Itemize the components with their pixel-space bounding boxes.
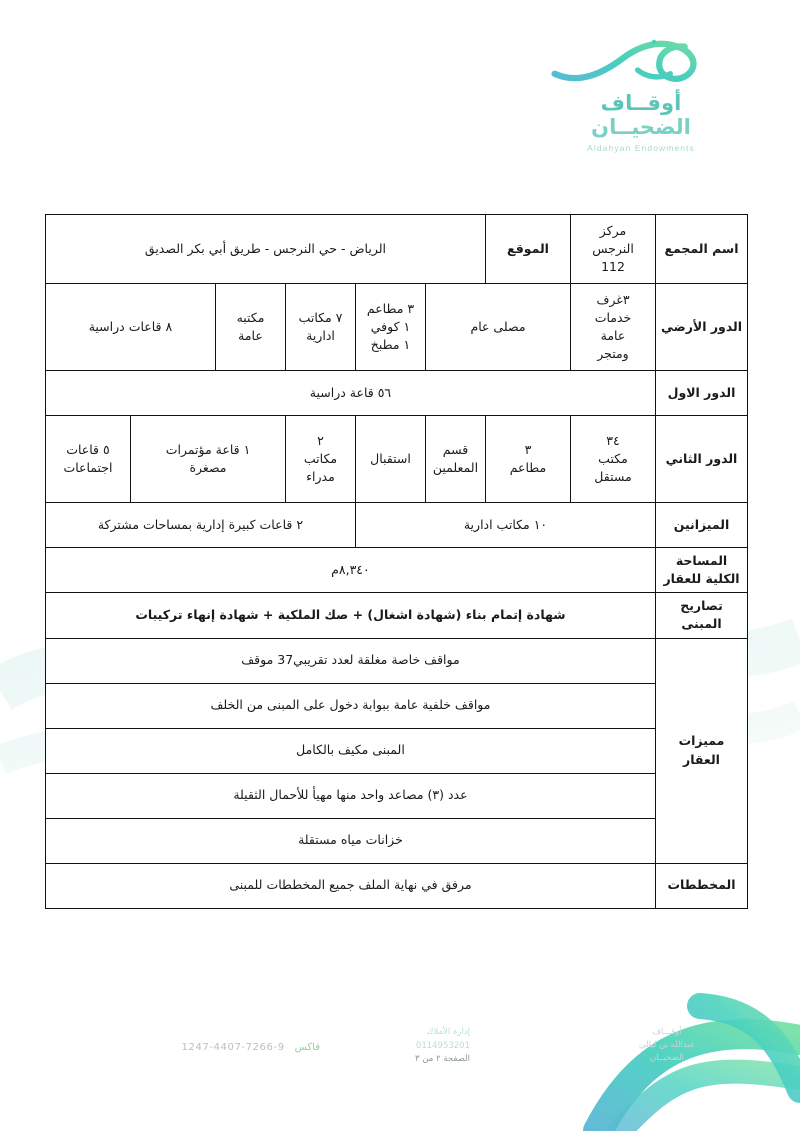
ground-services-line2: خدمات <box>594 309 632 325</box>
second-floor-restaurants <box>486 416 571 503</box>
footer-endowment-line3: الضحيــان <box>649 1052 685 1063</box>
table-row-building-permits <box>45 593 747 638</box>
first-floor-classrooms: ٥٦ قاعة دراسية <box>45 371 655 416</box>
total-area-label-line1: المساحة <box>675 553 728 568</box>
label-first-floor: الدور الاول <box>656 371 748 416</box>
table-row-features-5 <box>45 818 747 863</box>
feature-rear-parking: مواقف خلفية عامة ببوابة دخول على المبنى من الخلف <box>45 683 655 728</box>
second-floor-manager-offices <box>286 416 356 503</box>
second-restaurants-line1: ٣ <box>524 441 532 457</box>
second-teachers-line2: المعلمين <box>432 460 479 475</box>
ground-floor-library <box>216 284 286 371</box>
label-mezzanine: الميزانين <box>656 503 748 548</box>
mezzanine-admin-offices: ١٠ مكاتب ادارية <box>356 503 656 548</box>
second-meeting-line1: ٥ قاعات <box>66 441 110 457</box>
value-blueprints: مرفق في نهاية الملف جميع المخططات للمبنى <box>45 863 655 908</box>
ground-floor-restaurants <box>356 284 426 371</box>
logo-swoosh-icon <box>551 34 732 90</box>
document-header <box>0 26 800 186</box>
ground-admin-line1: ٧ مكاتب <box>298 309 343 325</box>
ground-restaurants-line2: ١ كوفي <box>370 318 411 334</box>
footer-fax-number: 1247-4407-7266-9 <box>181 1042 285 1053</box>
second-manager-line2: مكاتب <box>303 450 338 466</box>
property-spec-table <box>45 214 748 909</box>
footer-page-indicator: الصفحة ٢ من ٣ <box>415 1054 470 1065</box>
value-complex-name <box>571 215 656 284</box>
table-row-features-3 <box>45 728 747 773</box>
total-area-label-line2: الكلية للعقار <box>663 571 740 587</box>
second-offices-line3: مستقل <box>594 469 632 485</box>
label-ground-floor: الدور الأرضي <box>656 284 748 371</box>
second-conference-line2: مصغرة <box>189 460 227 475</box>
second-floor-reception: استقبال <box>356 416 426 503</box>
second-floor-offices <box>571 416 656 503</box>
second-offices-line1: ٣٤ <box>606 432 620 448</box>
document-footer <box>0 1020 800 1120</box>
second-floor-teachers-section <box>426 416 486 503</box>
table-row-complex-name <box>45 215 747 284</box>
property-spec-table-container <box>46 214 748 909</box>
second-meeting-line2: اجتماعات <box>63 460 113 475</box>
label-complex-name: اسم المجمع <box>656 215 748 284</box>
label-second-floor: الدور الثاني <box>656 416 748 503</box>
feature-water-tanks: خزانات مياه مستقلة <box>45 818 655 863</box>
label-location: الموقع <box>486 215 571 284</box>
permits-label-line1: تصاريح <box>680 598 723 614</box>
ground-floor-services <box>571 284 656 371</box>
footer-phone-number: 0114953201 <box>415 1040 470 1051</box>
logo-name-line2: الضحيــان <box>591 114 691 139</box>
footer-fax-label: فاكس <box>294 1042 320 1053</box>
ground-floor-admin-offices <box>286 284 356 371</box>
table-row-second-floor <box>45 416 747 503</box>
footer-endowment-name <box>639 1026 695 1064</box>
footer-endowment-line1: أوقـــاف <box>652 1027 682 1037</box>
ground-services-line4: ومتجر <box>597 346 629 362</box>
ground-floor-classrooms: ٨ قاعات دراسية <box>45 284 215 371</box>
value-location: الرياض - حي النرجس - طريق أبي بكر الصديق <box>45 215 485 284</box>
second-teachers-line1: قسم <box>442 441 469 457</box>
ground-admin-line2: ادارية <box>306 328 335 343</box>
label-property-features <box>656 638 748 863</box>
footer-endowment-line2: عبدالله بن ليالي <box>638 1039 695 1050</box>
ground-services-line3: عامة <box>600 328 626 343</box>
second-restaurants-line2: مطاعم <box>509 460 547 475</box>
ground-library-line2: عامة <box>238 328 263 343</box>
label-building-permits <box>656 593 748 638</box>
complex-name-line1: مركز <box>599 222 627 238</box>
feature-elevators: عدد (٣) مصاعد واحد منها مهيأ للأحمال الثقيلة <box>45 773 655 818</box>
complex-name-line2: النرجس <box>592 240 634 256</box>
mezzanine-large-halls: ٢ قاعات كبيرة إدارية بمساحات مشتركة <box>45 503 355 548</box>
second-manager-line1: ٢ <box>317 432 324 448</box>
second-conference-line1: ١ قاعة مؤتمرات <box>165 441 251 457</box>
table-row-features-2 <box>45 683 747 728</box>
value-building-permits: شهادة إتمام بناء (شهادة اشغال) + صك الملكية + شهادة إنهاء تركيبات <box>45 593 655 638</box>
features-label-line1: مميزات <box>678 733 725 749</box>
permits-label-line2: المبنى <box>681 616 722 632</box>
label-blueprints: المخططات <box>656 863 748 908</box>
feature-air-conditioning: المبنى مكيف بالكامل <box>45 728 655 773</box>
second-floor-meeting-halls <box>45 416 130 503</box>
footer-department-title: إدارة الأملاك <box>426 1027 470 1037</box>
table-row-features-4 <box>45 773 747 818</box>
table-row-features-1 <box>45 638 747 683</box>
brand-logo <box>526 34 756 153</box>
ground-services-line1: ٣غرف <box>596 291 630 307</box>
second-manager-line3: مدراء <box>306 469 335 485</box>
feature-private-parking: مواقف خاصة مغلقة لعدد تقريبي37 موقف <box>45 638 655 683</box>
ground-floor-prayer-hall: مصلى عام <box>426 284 571 371</box>
table-row-mezzanine <box>45 503 747 548</box>
ground-restaurants-line3: ١ مطبخ <box>370 337 411 353</box>
table-row-first-floor <box>45 371 747 416</box>
table-row-blueprints <box>45 863 747 908</box>
ground-restaurants-line1: ٣ مطاعم <box>366 300 415 316</box>
footer-fax-block <box>182 1042 320 1053</box>
features-label-line2: العقار <box>683 751 720 767</box>
value-total-area: ٨,٣٤٠م <box>45 548 655 593</box>
second-floor-conference-hall <box>131 416 286 503</box>
second-offices-line2: مكتب <box>598 450 628 466</box>
complex-name-line3: 112 <box>601 259 625 275</box>
label-total-area <box>656 548 748 593</box>
ground-library-line1: مكتبه <box>236 309 265 325</box>
table-row-ground-floor <box>45 284 747 371</box>
table-row-total-area <box>45 548 747 593</box>
logo-name-english: Aldahyan Endowments <box>587 143 695 154</box>
footer-contact-block <box>415 1026 470 1067</box>
logo-name-line1: أوقــاف <box>600 91 682 115</box>
